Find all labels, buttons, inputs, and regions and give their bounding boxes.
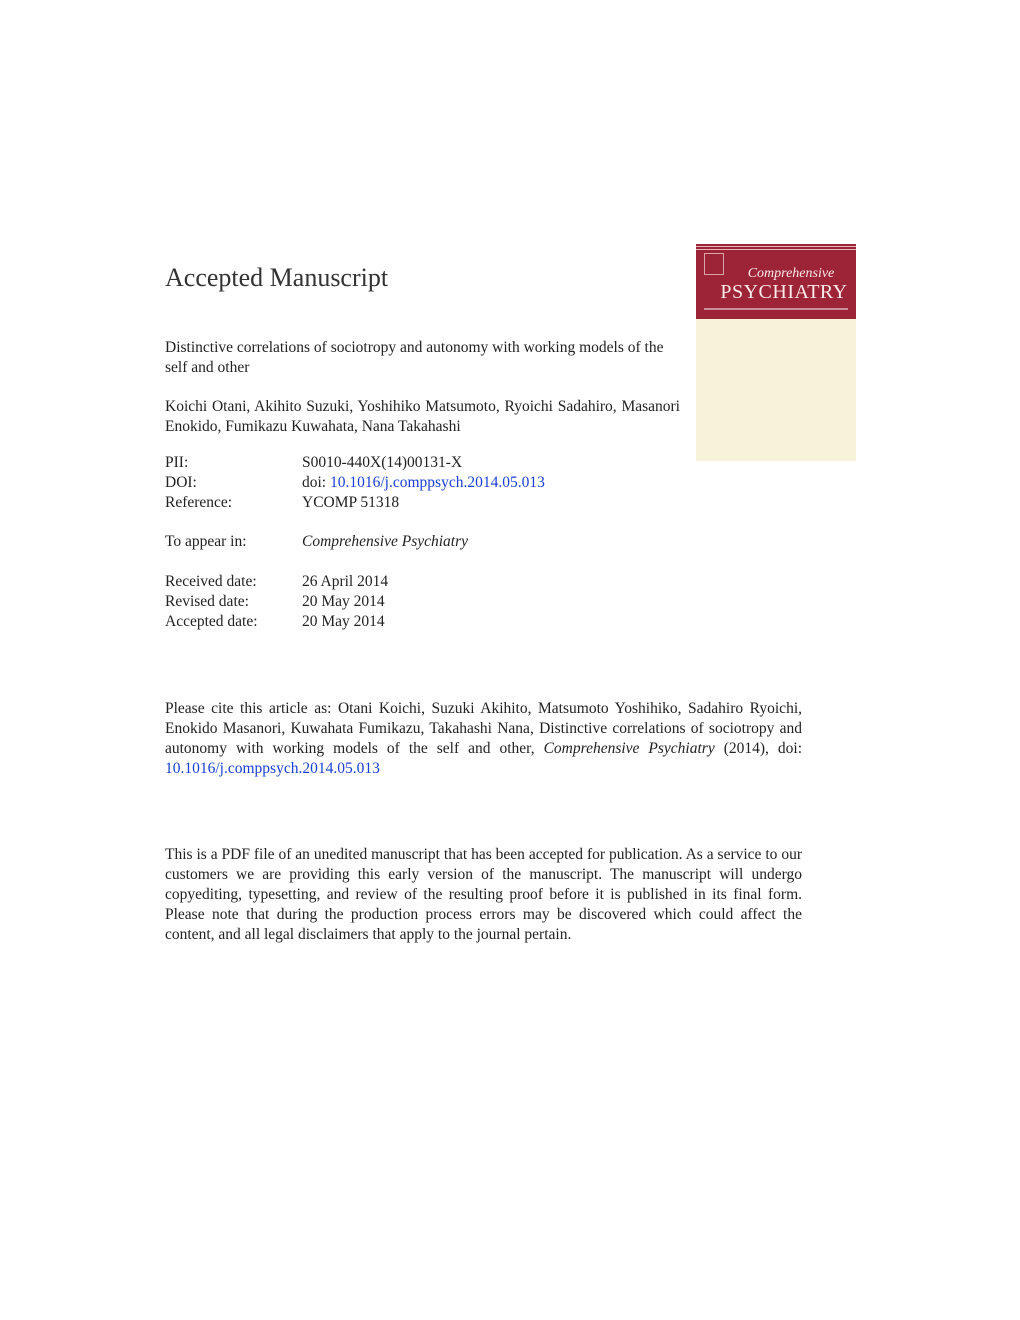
revised-row: [165, 592, 385, 612]
received-row: [165, 572, 388, 592]
author-list: Koichi Otani, Akihito Suzuki, Yoshihiko Matsumoto, Ryoichi Sadahiro, Masanori Enokido, Fumikazu Kuwahata, Nana Takahashi: [165, 398, 680, 435]
citation-doi-link[interactable]: 10.1016/j.comppsych.2014.05.013: [165, 760, 380, 777]
appear-row: [165, 532, 468, 552]
citation-doi-prefix: doi:: [777, 740, 803, 757]
pii-label: PII:: [165, 454, 189, 471]
revised-label: Revised date:: [165, 593, 249, 610]
reference-value: YCOMP 51318: [302, 494, 400, 511]
accepted-row: [165, 612, 385, 632]
appear-label: To appear in:: [165, 533, 247, 550]
page-heading: Accepted Manuscript: [165, 263, 389, 292]
reference-label: Reference:: [165, 494, 233, 511]
cover-rule: [696, 249, 856, 250]
citation-journal: Comprehensive Psychiatry: [543, 740, 715, 757]
accepted-label: Accepted date:: [165, 613, 258, 630]
received-label: Received date:: [165, 573, 257, 590]
publisher-logo-icon: [704, 253, 724, 275]
cover-rule: [696, 246, 856, 247]
cover-subtitle-strip: [704, 308, 848, 310]
article-title: Distinctive correlations of sociotropy and autonomy with working models of the self and other: [165, 339, 664, 376]
citation-paragraph: [165, 699, 802, 779]
doi-link[interactable]: 10.1016/j.comppsych.2014.05.013: [330, 474, 545, 491]
citation-text: Please cite this article as: Otani Koichi, Suzuki Akihito, Matsumoto Yoshihiko, Sadahiro Ryoichi, Enokido Masanori, Kuwahata Fumikazu, Takahashi Nana, Distinctive correlations of sociotropy and autonomy with working models of the self and other,: [165, 700, 802, 757]
citation-year: (2014),: [723, 740, 769, 757]
doi-row: [165, 473, 545, 493]
received-value: 26 April 2014: [302, 573, 389, 590]
pii-value: S0010-440X(14)00131-X: [302, 454, 463, 471]
accepted-value: 20 May 2014: [302, 613, 385, 630]
appear-value: Comprehensive Psychiatry: [302, 533, 469, 550]
notice-paragraph: This is a PDF file of an unedited manuscript that has been accepted for publication. As a service to our customers we are providing this early version of the manuscript. The manuscript will undergo copyediting, typesetting, and review of the resulting proof before it is published in its final form. Please note that during the production process errors may be discovered which could affect the content, and all legal disclaimers that apply to the journal pertain.: [165, 846, 802, 943]
cover-band: [696, 244, 856, 319]
journal-cover: [696, 244, 856, 461]
doi-label: DOI:: [165, 474, 197, 491]
cover-journal-main: PSYCHIATRY: [720, 281, 848, 303]
cover-journal-top: Comprehensive: [747, 266, 835, 281]
reference-row: [165, 493, 399, 513]
revised-value: 20 May 2014: [302, 593, 385, 610]
pii-row: [165, 453, 462, 473]
doi-prefix: doi:: [302, 474, 327, 491]
